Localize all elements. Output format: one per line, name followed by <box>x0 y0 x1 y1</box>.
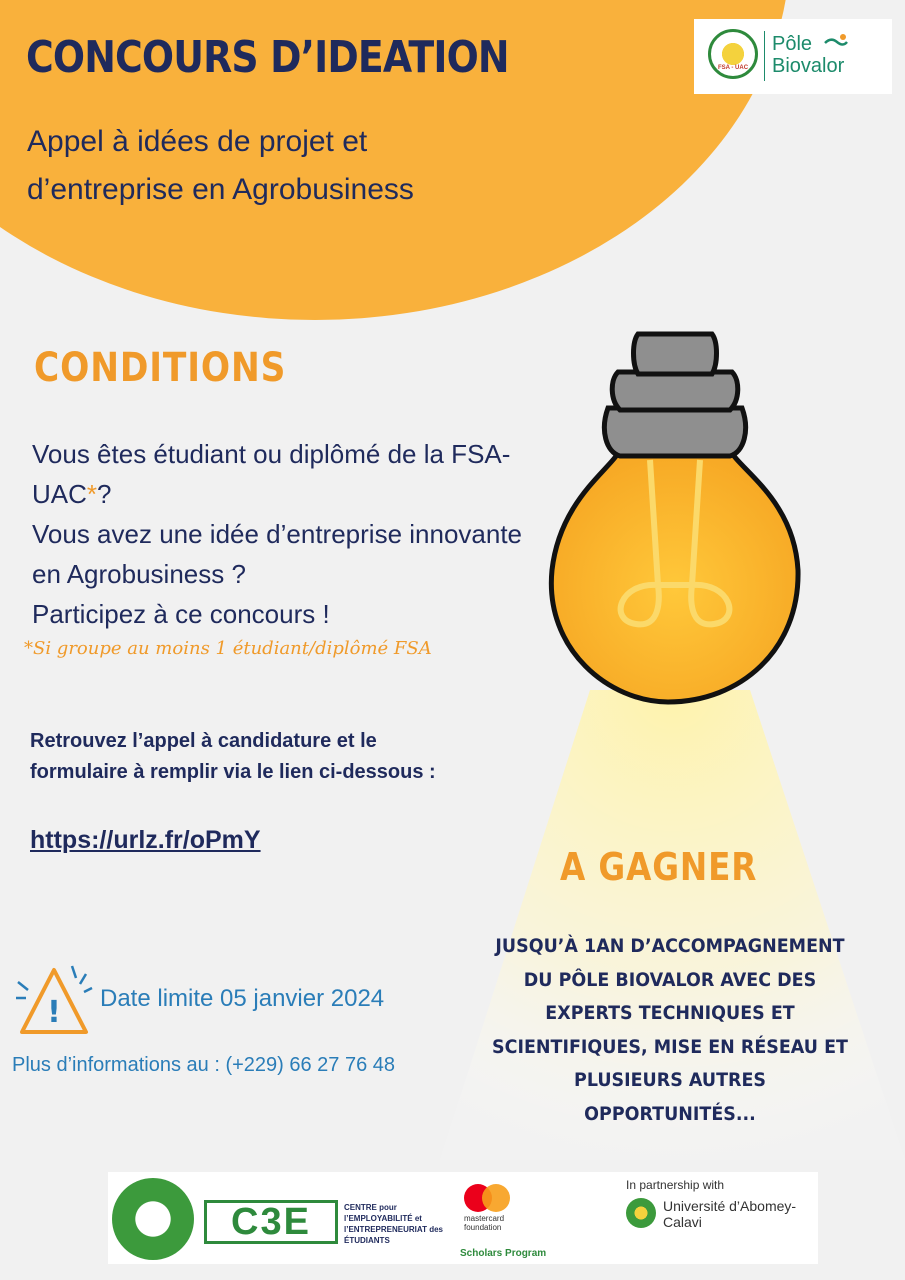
svg-text:!: ! <box>47 995 61 1030</box>
light-bulb-icon <box>540 320 810 710</box>
deadline-text: Date limite 05 janvier 2024 <box>100 985 385 1012</box>
prize-heading: A GAGNER <box>560 845 758 889</box>
university-name: Université d’Abomey-Calavi <box>663 1198 797 1230</box>
logo-brand-line1: Pôle <box>772 33 813 55</box>
application-text: Retrouvez l’appel à candidature et le formulaire à remplir via le lien ci-dessous : <box>30 730 436 783</box>
c3e-logo: C3E <box>204 1200 338 1244</box>
scholars-program: Scholars Program <box>460 1248 547 1259</box>
uac-logo-icon <box>626 1198 656 1228</box>
conditions-heading: CONDITIONS <box>34 345 287 391</box>
conditions-text: Vous êtes étudiant ou diplômé de la FSA-UAC*? Vous avez une idée d’entreprise innovante en Agrobusiness ? Participez à ce concours ! <box>32 439 523 629</box>
uac-seal-icon <box>112 1178 194 1260</box>
footer-partners <box>108 1172 818 1264</box>
swimmer-icon <box>824 33 848 49</box>
application-link[interactable]: https://urlz.fr/oPmY <box>30 826 261 854</box>
fsa-seal-icon: FSA - UAC <box>708 29 758 79</box>
c3e-fullname: CENTRE pour l’EMPLOYABILITÉ et l’ENTREPRENEURIAT des ÉTUDIANTS <box>344 1203 443 1245</box>
contact-info: Plus d’informations au : (+229) 66 27 76 48 <box>12 1054 396 1076</box>
page-title: CONCOURS D’IDEATION <box>26 32 509 83</box>
page-subtitle: Appel à idées de projet et d’entreprise en Agrobusiness <box>27 125 414 206</box>
partnership-label: In partnership with <box>626 1178 725 1192</box>
warning-icon <box>14 962 94 1042</box>
pole-biovalor-logo <box>694 19 892 94</box>
mastercard-icon <box>460 1182 514 1214</box>
logo-divider <box>764 31 765 81</box>
mastercard-label: mastercard foundation <box>464 1214 505 1232</box>
prize-text: JUSQU’À 1AN D’ACCOMPAGNEMENT DU PÔLE BIOVALOR AVEC DES EXPERTS TECHNIQUES ET SCIENTIFIQUES, MISE EN RÉSEAU ET PLUSIEURS AUTRES OPPORTUNITÉS... <box>492 935 848 1125</box>
logo-brand-line2: Biovalor <box>772 55 845 77</box>
conditions-note: *Si groupe au moins 1 étudiant/diplômé FSA <box>24 638 432 659</box>
